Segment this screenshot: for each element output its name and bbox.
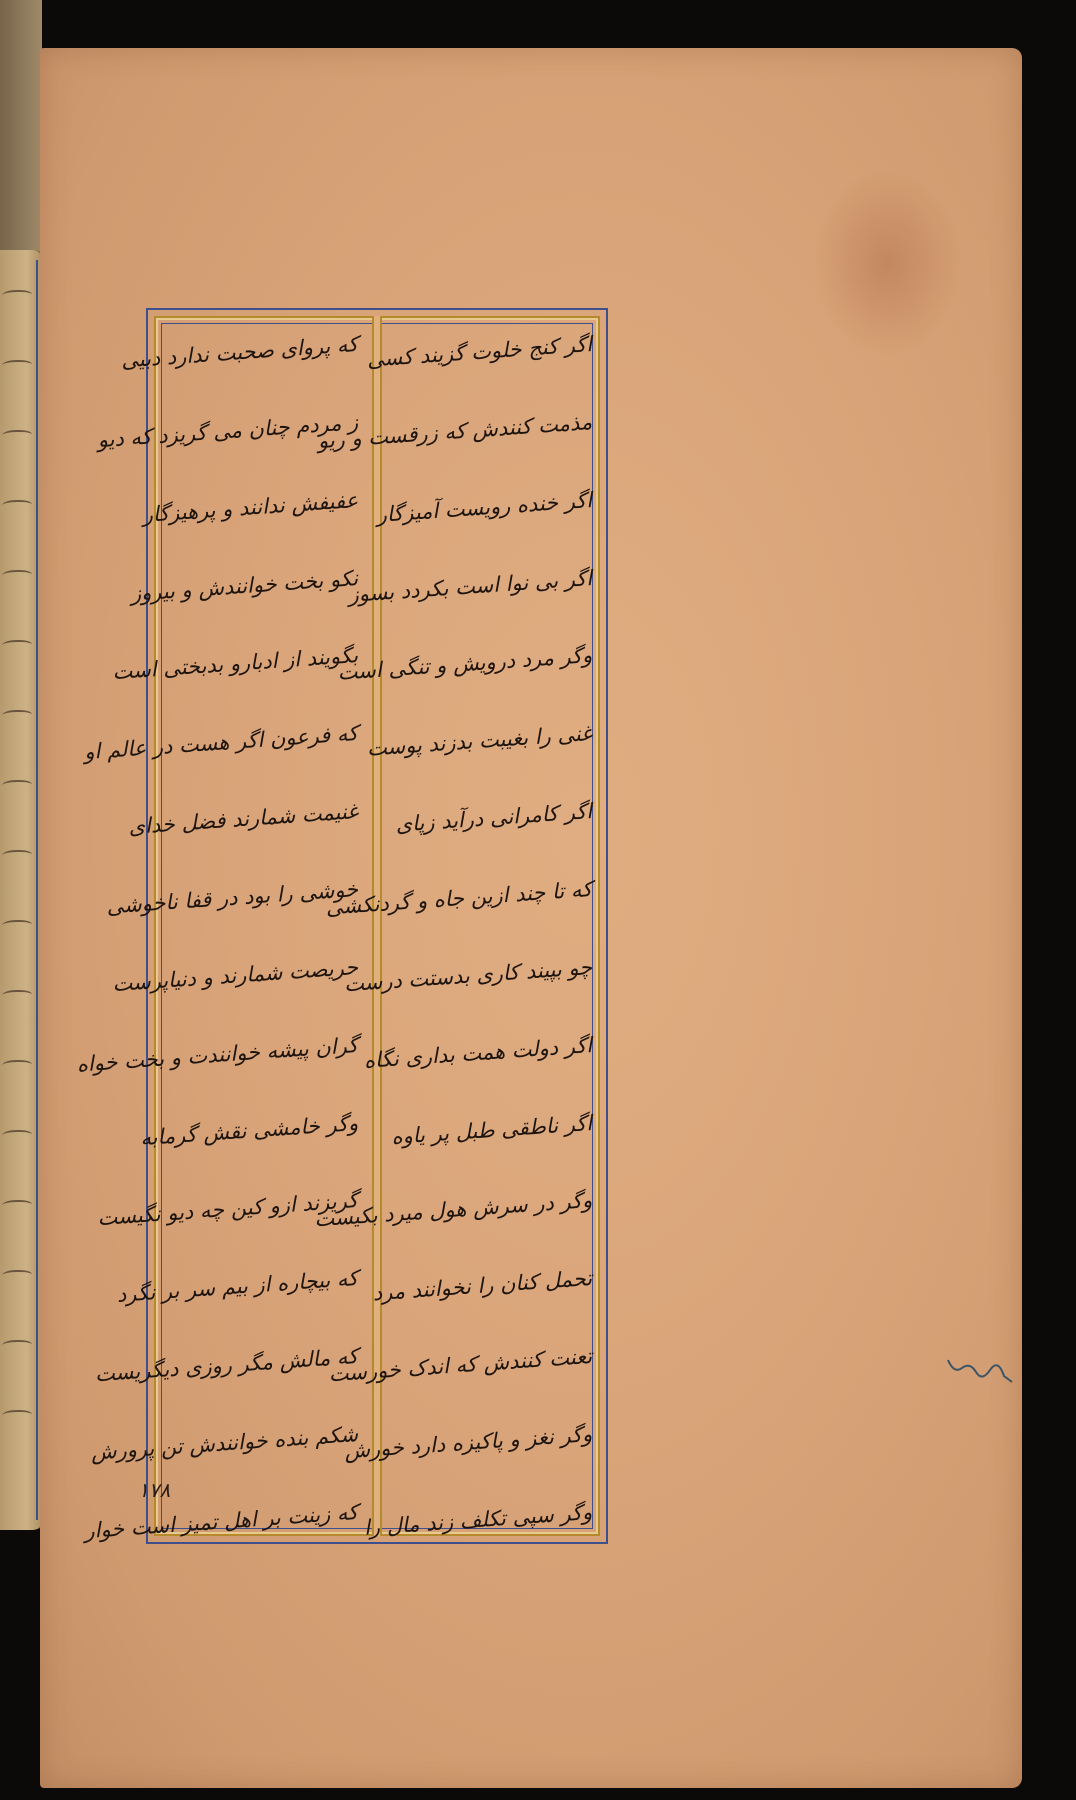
verse-line: که زینت بر اهل تمیز است خوار xyxy=(83,1499,359,1543)
verse-line: نکو بخت خوانندش و بیروز xyxy=(129,565,359,606)
previous-page-script xyxy=(2,920,32,931)
previous-page-script xyxy=(2,710,32,721)
previous-page-script xyxy=(2,430,32,441)
verse-line: که بیچاره از بیم سر بر نگرد xyxy=(116,1266,359,1308)
previous-page-script xyxy=(2,360,32,371)
previous-page-script xyxy=(2,780,32,791)
folio-number: ۱۷۸ xyxy=(138,1478,171,1502)
verse-line: اگر ناطقی طبل پر یاوه xyxy=(390,1110,593,1149)
verse-line: اگر بی نوا است بکردد بسوز xyxy=(347,565,593,607)
verse-line: خوشی را بود در قفا ناخوشی xyxy=(105,877,359,919)
verse-line: چو بپیند کاری بدستت درست xyxy=(343,954,593,997)
previous-page-script xyxy=(2,850,32,861)
previous-page-script xyxy=(2,640,32,651)
previous-page-script xyxy=(2,570,32,581)
verse-line: که تا چند ازین جاه و گردنکشی xyxy=(324,877,593,920)
verse-line: تحمل کنان را نخوانند مرد xyxy=(371,1266,593,1306)
verse-line: که پروای صحبت ندارد دبیی xyxy=(120,332,359,373)
previous-page-script xyxy=(2,1130,32,1141)
verse-line: تعنت کنندش که اندک خورست xyxy=(327,1344,593,1387)
previous-page-script xyxy=(2,990,32,1001)
verse-line: اگر خنده رویست آمیزگار xyxy=(375,487,593,527)
verse-line: غنی را بغیبت بدزند پوست xyxy=(366,721,593,762)
verse-line: اگر کنج خلوت گزیند کسی xyxy=(366,332,593,372)
previous-page-rule xyxy=(36,260,38,1520)
previous-page-script xyxy=(2,1270,32,1281)
right-verse-column xyxy=(313,330,593,1540)
previous-page-script xyxy=(2,1060,32,1071)
verse-line: اگر دولت همت بداری نگاه xyxy=(363,1032,593,1073)
foxing-stain xyxy=(812,168,962,358)
verse-line: وگر مرد درویش و تنگی است xyxy=(336,643,593,686)
verse-line: گران پیشه خوانندت و بخت خواه xyxy=(75,1032,359,1077)
verse-line: وگر سپی تکلف زند مال را xyxy=(363,1499,593,1540)
previous-page-script xyxy=(2,290,32,301)
verse-line: ز مردم چنان می گریزد که دیو xyxy=(96,409,359,453)
verse-line: که مالش مگر روزی دیگریست xyxy=(94,1344,359,1387)
previous-page-script xyxy=(2,1340,32,1351)
previous-page-script xyxy=(2,1410,32,1421)
verse-line: حریصت شمارند و دنیاپرست xyxy=(111,954,359,997)
manuscript-folio xyxy=(40,48,1022,1788)
text-frame xyxy=(75,308,608,1544)
verse-line: گریزند ازو کین چه دیو نگیست xyxy=(96,1188,359,1231)
verse-line: بگویند از ادبارو بدبختی است xyxy=(111,643,359,685)
verse-line: اگر کامرانی درآید زپای xyxy=(394,799,593,837)
column-divider xyxy=(372,316,382,1536)
ink-squiggle-mark xyxy=(946,1354,1016,1384)
previous-page-script xyxy=(2,1200,32,1211)
previous-page-edge xyxy=(0,0,42,260)
verse-line: وگر خامشی نقش گرمابه xyxy=(139,1110,359,1150)
verse-line: که فرعون اگر هست در عالم او xyxy=(83,721,359,765)
verse-line: شکم بنده خوانندش تن پرورش xyxy=(90,1422,359,1465)
verse-line: غنیمت شمارند فضل خدای xyxy=(127,799,359,840)
previous-page-script xyxy=(2,500,32,511)
verse-line: مذمت کنندش که زرقست و ریو xyxy=(317,409,593,453)
verse-line: عفیفش ندانند و پرهیزگار xyxy=(141,487,359,527)
verse-line: وگر نغز و پاکیزه دارد خورش xyxy=(343,1422,593,1464)
verse-line: وگر در سرش هول میرد بکیست xyxy=(313,1188,593,1232)
